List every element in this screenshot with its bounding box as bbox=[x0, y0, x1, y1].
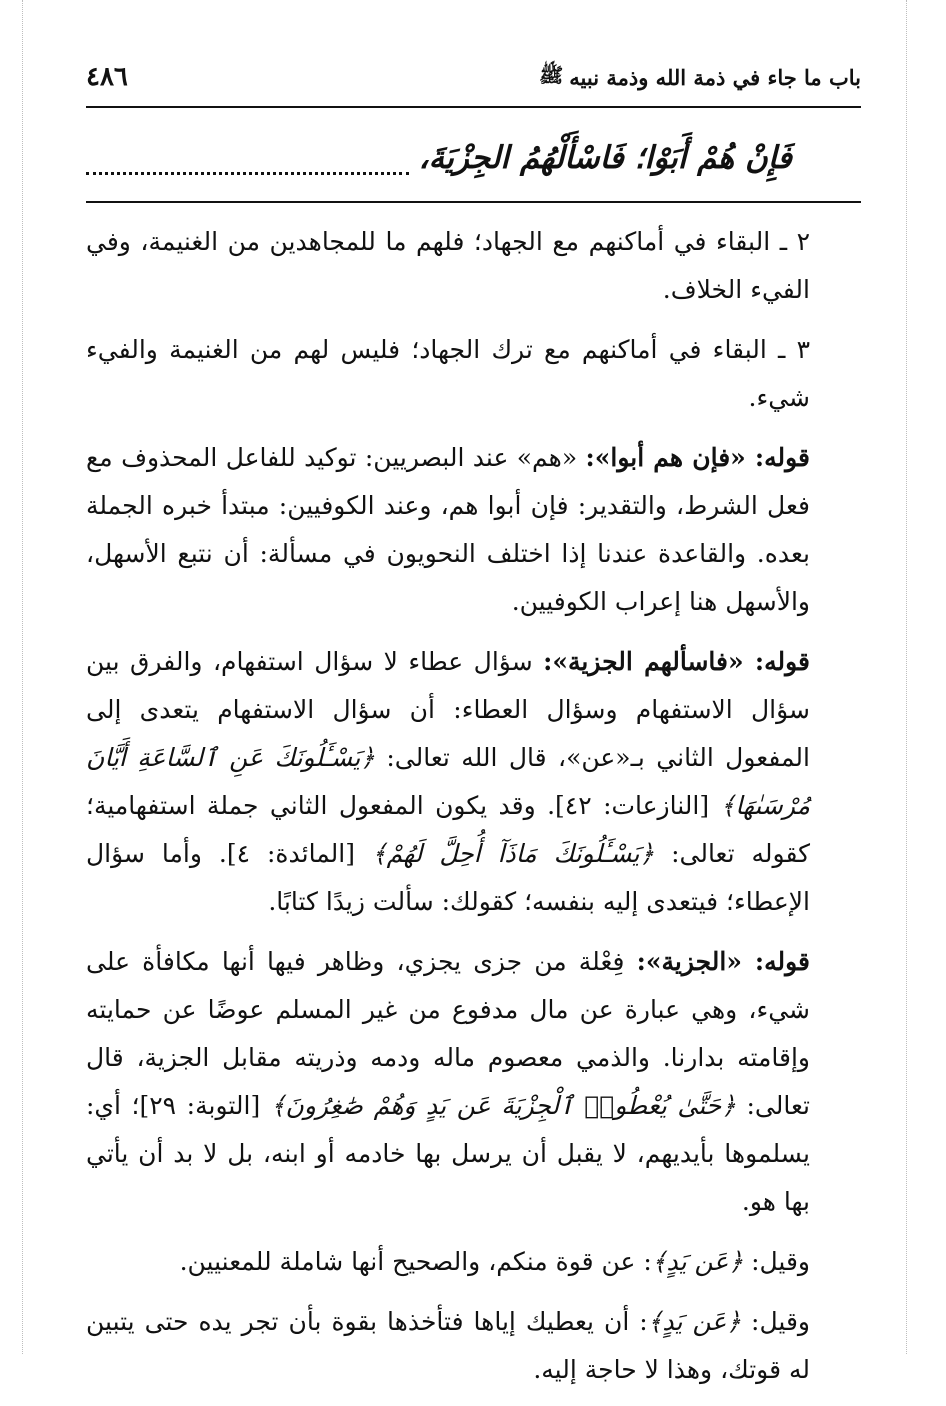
quran-verse: ﴿حَتَّىٰ يُعْطُوا۟ ٱلْجِزْيَةَ عَن يَدٍ وَهُمْ صَٰغِرُونَ﴾ bbox=[270, 1091, 736, 1120]
paragraph-lead: قوله: «فاسألهم الجزية»: bbox=[543, 647, 810, 676]
paragraph-text: : أن يعطيك إياها فتأخذها بقوة بأن تجر يده حتى يتبين له قوتك، وهذا لا حاجة إليه. bbox=[86, 1307, 810, 1384]
scan-guide-line bbox=[22, 0, 23, 1354]
paragraph-text: [التوبة: ٢٩]؛ أي: يسلموها بأيديهم، لا يقبل أن يرسل بها خادمه أو ابنه، بل لا بد أن يأتي بها هو. bbox=[86, 1091, 810, 1216]
hadith-rule bbox=[86, 201, 861, 203]
hadith-heading bbox=[86, 128, 792, 188]
paragraph-3: ٣ ـ البقاء في أماكنهم مع ترك الجهاد؛ فليس لهم من الغنيمة والفيء شيء. bbox=[86, 335, 810, 412]
chapter-title bbox=[539, 63, 861, 92]
paragraph-qila-2 bbox=[86, 1298, 862, 1394]
paragraph-fa-in-hum-abaw bbox=[86, 434, 862, 626]
paragraph-text: «هم» عند البصريين: توكيد للفاعل المحذوف مع فعل الشرط، والتقدير: فإن أبوا هم، وعند الكوفيين: مبتدأ خبره الجملة بعده. والقاعدة عندنا إذا اختلف النحويون في مسألة: أن نتبع الأسهل، والأسهل هنا إعراب الكوفيين. bbox=[86, 443, 810, 616]
paragraph-text: وقيل: bbox=[751, 1247, 810, 1276]
paragraph-text: وقيل: bbox=[751, 1307, 810, 1336]
quran-verse: ﴿عَن يَدٍ﴾ bbox=[651, 1247, 744, 1276]
chapter-title-text: باب ما جاء في ذمة الله وذمة نبيه bbox=[569, 65, 861, 90]
paragraph-lead: قوله: «فإن هم أبوا»: bbox=[585, 443, 811, 472]
paragraph-jizya bbox=[86, 938, 862, 1226]
paragraph-text: [النازعات: ٤٢]. وقد يكون المفعول الثاني جملة استفهامية؛ كقوله تعالى: bbox=[86, 791, 811, 868]
paragraph-text: [المائدة: ٤]. وأما سؤال الإعطاء؛ فيتعدى إليه بنفسه؛ كقولك: سألت زيدًا كتابًا. bbox=[86, 839, 810, 916]
honorific-glyph-icon: ﷺ bbox=[539, 63, 564, 87]
quran-verse: ﴿عَن يَدٍ﴾ bbox=[647, 1307, 742, 1336]
hadith-dotted-leader bbox=[86, 160, 409, 175]
scan-guide-line bbox=[906, 0, 907, 1354]
running-header bbox=[86, 52, 861, 92]
paragraph-text: فِعْلة من جزى يجزي، وظاهر فيها أنها مكافأة على شيء، وهي عبارة عن مال مدفوع من غير المسلم عوضًا عن حمايته وإقامته بدارنا. والذمي معصوم ماله ودمه وذريته مقابل الجزية، قال تعالى: bbox=[86, 947, 810, 1120]
paragraph-qila-1 bbox=[86, 1238, 862, 1286]
paragraph-text: سؤال عطاء لا سؤال استفهام، والفرق بين سؤال الاستفهام وسؤال العطاء: أن سؤال الاستفهام يتعدى إلى المفعول الثاني بـ«عن»، قال الله تعالى: bbox=[86, 647, 810, 772]
paragraph-lead: قوله: «الجزية»: bbox=[636, 947, 810, 976]
commentary-body bbox=[86, 218, 862, 1406]
paragraph-2: ٢ ـ البقاء في أماكنهم مع الجهاد؛ فلهم ما للمجاهدين من الغنيمة، وفي الفيء الخلاف. bbox=[86, 227, 810, 304]
paragraph-fasalhum bbox=[86, 638, 862, 926]
quran-verse: ﴿يَسْـَٔلُونَكَ مَاذَآ أُحِلَّ لَهُمْ﴾ bbox=[371, 839, 655, 868]
paragraph-text: : عن قوة منكم، والصحيح أنها شاملة للمعنيين. bbox=[179, 1247, 652, 1276]
quran-verse: ﴿يَسْـَٔلُونَكَ عَنِ ٱلسَّاعَةِ أَيَّانَ مُرْسَىٰهَا﴾ bbox=[86, 743, 811, 820]
hadith-heading-text: فَإِنْ هُمْ أَبَوْا؛ فَاسْأَلْهُمُ الجِزْيَةَ، bbox=[418, 140, 792, 176]
page-number: ٤٨٦ bbox=[86, 62, 128, 92]
header-rule bbox=[86, 106, 861, 108]
